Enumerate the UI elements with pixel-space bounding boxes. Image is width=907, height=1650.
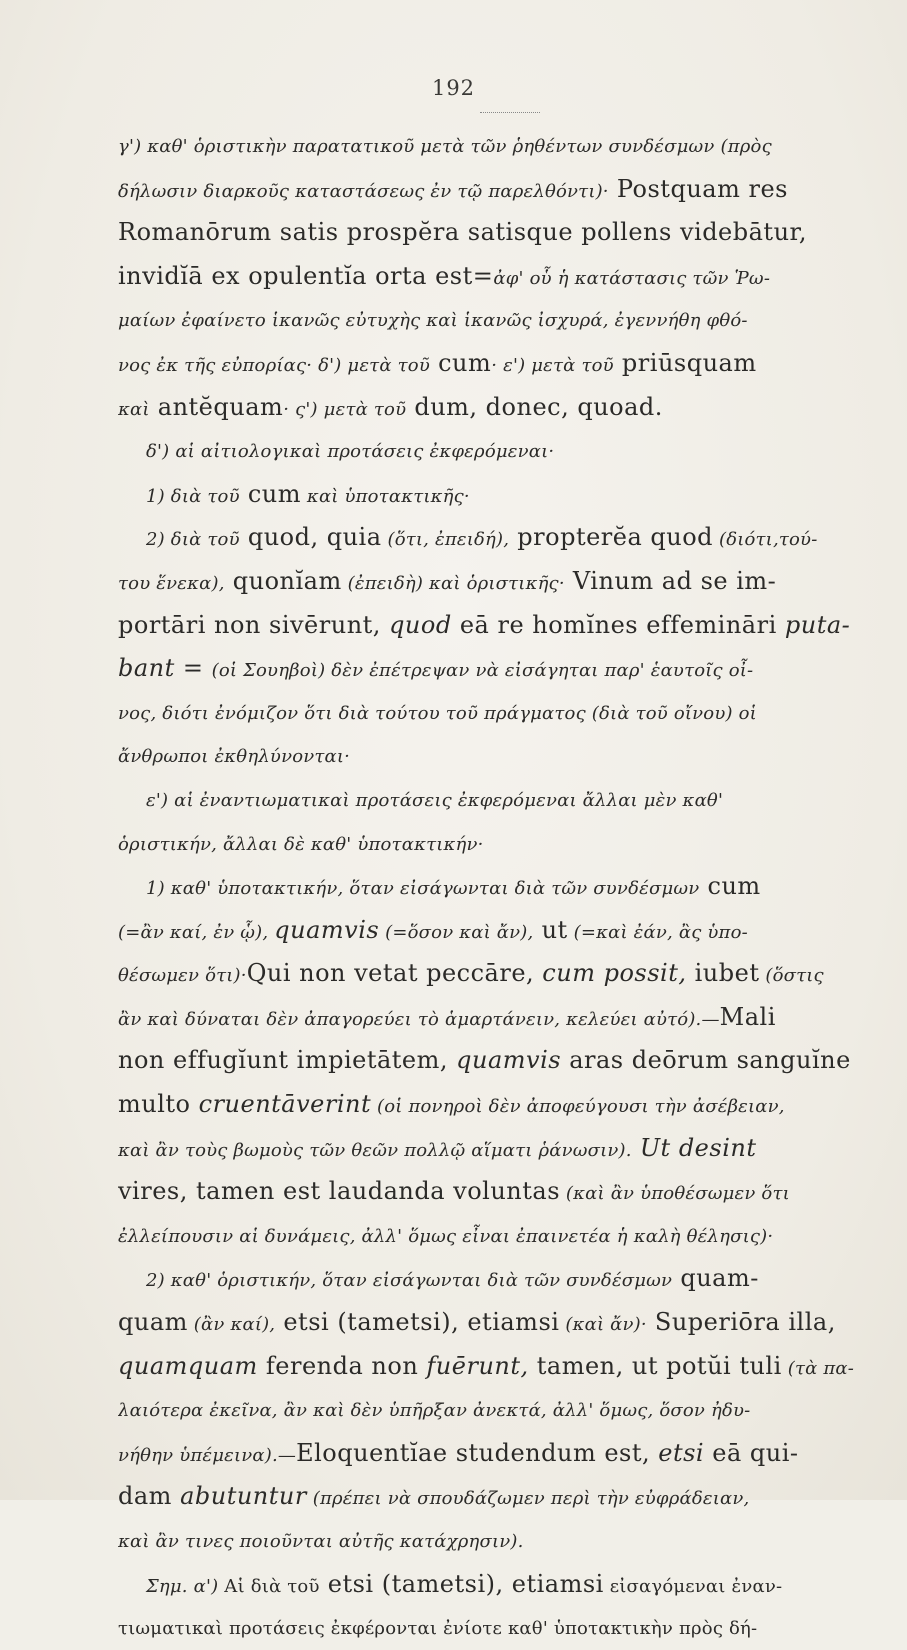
text-segment: quamquam — [118, 1351, 258, 1380]
text-segment: quamvis — [456, 1046, 562, 1075]
text-segment: 2) διὰ τοῦ — [146, 529, 240, 551]
text-segment: (ἂν καί), — [187, 1314, 276, 1336]
text-segment: quamvis — [274, 915, 380, 944]
text-line — [118, 604, 890, 648]
text-line — [118, 1214, 890, 1258]
text-segment: cruentāverint — [198, 1090, 372, 1119]
text-segment: ferenda non — [257, 1351, 427, 1380]
text-segment: (καὶ ἂν ὑποθέσωμεν ὅτι — [560, 1183, 790, 1205]
text-line — [118, 1606, 890, 1650]
text-segment: Romanōrum satis prospĕra satisque pollens videbātur, — [118, 218, 807, 247]
text-segment: etsi — [658, 1438, 705, 1467]
text-line — [118, 1519, 890, 1563]
text-segment: καὶ ὑποτακτικῆς· — [301, 485, 470, 507]
text-line — [118, 909, 890, 953]
text-line — [118, 822, 890, 866]
text-segment: δ') αἱ — [146, 441, 201, 463]
text-segment: priūsquam — [613, 348, 757, 377]
text-segment: (διότι,τού- — [713, 529, 818, 551]
text-segment: (=ὅσον καὶ ἄν), — [379, 921, 534, 943]
text-segment: ἐλλείπουσιν αἱ δυνάμεις, ἀλλ' ὅμως εἶναι ἐπαινετέα ἡ καλὴ θέλησις)· — [118, 1225, 774, 1247]
text-segment: Qui non vetat peccāre, — [246, 959, 543, 988]
text-segment: ut — [533, 915, 568, 944]
text-segment: Αἱ διὰ τοῦ — [218, 1575, 320, 1597]
text-line — [118, 1083, 890, 1127]
text-line — [118, 778, 890, 822]
text-line — [118, 996, 890, 1040]
text-segment: (οἱ Σουηβοὶ) δὲν ἐπέτρεψαν νὰ εἰσάγηται παρ' ἑαυτοῖς οἶ- — [211, 660, 754, 682]
text-line — [118, 647, 890, 691]
text-segment: (ὅστις — [759, 965, 824, 987]
text-segment: 1) καθ' ὑποτακτικήν, ὅταν εἰσάγωνται διὰ τῶν συνδέσμων — [146, 878, 700, 900]
text-segment: = — [174, 654, 212, 683]
text-segment: ε') αἱ ἐναντιωματικαὶ προτάσεις ἐκφερόμεναι ἄλλαι μὲν καθ' — [146, 789, 724, 811]
text-segment: λαιότερα ἐκεῖνα, ἂν καὶ δὲν ὑπῆρξαν ἀνεκτά, ἀλλ' ὅμως, ὅσον ἠδυ- — [118, 1400, 751, 1422]
page-number-rule — [480, 112, 540, 113]
text-line — [118, 211, 890, 255]
text-segment: καὶ ἂν τοὺς βωμοὺς τῶν θεῶν πολλῷ αἵματι ῥάνωσιν). — [118, 1139, 632, 1161]
text-segment: του ἕνεκα), — [118, 572, 225, 594]
text-line — [118, 1257, 890, 1301]
page-number: 192 — [431, 76, 476, 100]
text-segment: quod — [389, 610, 452, 639]
text-segment: bant — [118, 654, 175, 683]
text-segment: etsi (tametsi), etiamsi — [275, 1308, 560, 1337]
text-segment: ἄνθρωποι ἐκθηλύνονται· — [118, 746, 351, 768]
text-line — [118, 560, 890, 604]
text-line — [118, 865, 890, 909]
text-line — [118, 298, 890, 342]
text-line — [118, 1301, 890, 1345]
text-segment: Postquam res — [608, 174, 788, 203]
text-segment: cum — [429, 348, 492, 377]
text-line — [118, 1388, 890, 1432]
text-segment: (πρέπει νὰ σπουδάζωμεν περὶ τὴν εὐφράδειαν, — [306, 1488, 750, 1510]
text-line — [118, 473, 890, 517]
text-segment: θέσωμεν ὅτι)· — [118, 965, 247, 987]
text-line — [118, 342, 890, 386]
text-segment: δήλωσιν διαρκοῦς καταστάσεως ἐν τῷ παρελθόντι)· — [118, 180, 609, 202]
text-segment: 2) καθ' ὁριστικήν, ὅταν εἰσάγωνται διὰ τῶν συνδέσμων — [146, 1270, 673, 1292]
text-line — [118, 1345, 890, 1389]
text-line — [118, 691, 890, 735]
text-segment: Vinum ad se im- — [564, 566, 777, 595]
text-line — [118, 429, 890, 473]
text-line — [118, 1563, 890, 1607]
text-segment: quonĭam — [224, 566, 342, 595]
text-line — [118, 952, 890, 996]
text-segment: νος ἐκ τῆς εὐπορίας· δ') μετὰ τοῦ — [118, 354, 430, 376]
text-segment: προτάσεις ἐκφερόμεναι· — [321, 441, 555, 463]
text-segment: μαίων ἐφαίνετο ἱκανῶς εὐτυχὴς καὶ ἱκανῶς ἰσχυρά, ἐγεννήθη φθό- — [118, 310, 748, 332]
text-segment: eā qui- — [704, 1438, 799, 1467]
text-segment: (τὰ πα- — [781, 1357, 855, 1379]
text-segment: τιωματικαὶ προτάσεις ἐκφέρονται ἐνίοτε καθ' ὑποτακτικὴν πρὸς δή- — [118, 1618, 758, 1640]
text-segment: tamen, ut potŭi tuli — [528, 1351, 782, 1380]
text-segment: (=ἂν καί, ἐν ᾧ), — [118, 921, 275, 943]
text-segment: dum, donec, quoad. — [406, 392, 663, 421]
text-segment: Eloquentĭae studendum est, — [296, 1438, 659, 1467]
text-segment: quam- — [672, 1264, 759, 1293]
text-segment: (καὶ ἄν)· — [559, 1314, 647, 1336]
text-line — [118, 168, 890, 212]
text-segment: καὶ ἂν τινες ποιοῦνται αὐτῆς κατάχρησιν). — [118, 1531, 524, 1552]
text-segment: vires, tamen est laudanda voluntas — [118, 1177, 561, 1206]
text-segment: (=καὶ ἐάν, ἂς ὑπο- — [567, 921, 748, 943]
text-segment: cum — [699, 872, 761, 901]
text-segment: ὁριστικήν, ἄλλαι δὲ καθ' ὑποτακτικήν· — [118, 833, 484, 855]
text-line — [118, 255, 890, 299]
text-line — [118, 1127, 890, 1171]
text-segment: Superiōra illa, — [646, 1308, 836, 1337]
text-segment: fuērunt, — [426, 1351, 529, 1380]
text-segment: νος, διότι ἐνόμιζον ὅτι διὰ τούτου τοῦ πράγματος (διὰ τοῦ οἴνου) οἱ — [118, 702, 757, 724]
text-segment: Mali — [719, 1002, 776, 1031]
text-segment: multo — [118, 1090, 199, 1119]
text-segment: (οἱ πονηροὶ δὲν ἀποφεύγουσι τὴν ἀσέβειαν, — [371, 1096, 785, 1118]
text-segment: antĕquam — [149, 392, 284, 421]
text-segment: iubet — [686, 959, 760, 988]
text-segment: portāri non sivērunt, — [118, 610, 390, 639]
text-line — [118, 516, 890, 560]
text-segment: γ') καθ' ὁριστικὴν παρατατικοῦ μετὰ τῶν ῥηθέντων συνδέσμων (πρὸς — [118, 136, 772, 157]
text-segment: · ε') μετὰ τοῦ — [491, 354, 614, 376]
text-line — [118, 1475, 890, 1519]
text-line — [118, 1039, 890, 1083]
text-segment: cum — [239, 479, 302, 508]
text-segment: εἰσαγόμεναι ἐναν- — [603, 1575, 783, 1597]
text-segment: dam — [118, 1482, 181, 1511]
text-segment: quod, quia — [239, 523, 382, 552]
text-line — [118, 734, 890, 778]
text-segment: Ut desint — [631, 1133, 757, 1162]
text-segment: Σημ. α') — [146, 1575, 219, 1597]
text-segment: propterĕa quod — [509, 523, 714, 552]
text-segment: 1) διὰ τοῦ — [146, 485, 240, 507]
text-line — [118, 1170, 890, 1214]
text-segment: · ς') μετὰ τοῦ — [283, 398, 407, 420]
text-segment: abutuntur — [180, 1482, 307, 1511]
text-segment: eā re homĭnes effemināri — [451, 610, 785, 639]
text-line — [118, 124, 890, 168]
text-line — [118, 1432, 890, 1476]
text-segment: (ἐπειδὴ) καὶ ὁριστικῆς· — [341, 572, 565, 594]
text-segment: quam — [118, 1308, 188, 1337]
text-segment: ἀφ' οὗ ἡ κατάστασις τῶν Ῥω- — [493, 267, 771, 289]
text-segment: non effugĭunt impietātem, — [118, 1046, 457, 1075]
text-segment: puta- — [784, 610, 851, 639]
text-segment: νήθην ὑπέμεινα).— — [118, 1444, 297, 1466]
text-segment: aras deōrum sanguĭne — [561, 1046, 851, 1075]
text-segment: ἂν καὶ δύναται δὲν ἀπαγορεύει τὸ ἁμαρτάνειν, κελεύει αὐτό).— — [118, 1008, 720, 1030]
text-segment: etsi (tametsi), etiamsi — [319, 1569, 604, 1598]
text-segment: αἰτιολογικαὶ — [200, 441, 322, 463]
text-line — [118, 386, 890, 430]
text-segment: invidĭā ex opulentĭa orta est= — [118, 261, 494, 290]
text-segment: (ὅτι, ἐπειδή), — [381, 529, 510, 551]
text-segment: cum possit, — [542, 959, 687, 988]
body-text — [118, 124, 890, 1650]
text-segment: καὶ — [118, 398, 150, 420]
